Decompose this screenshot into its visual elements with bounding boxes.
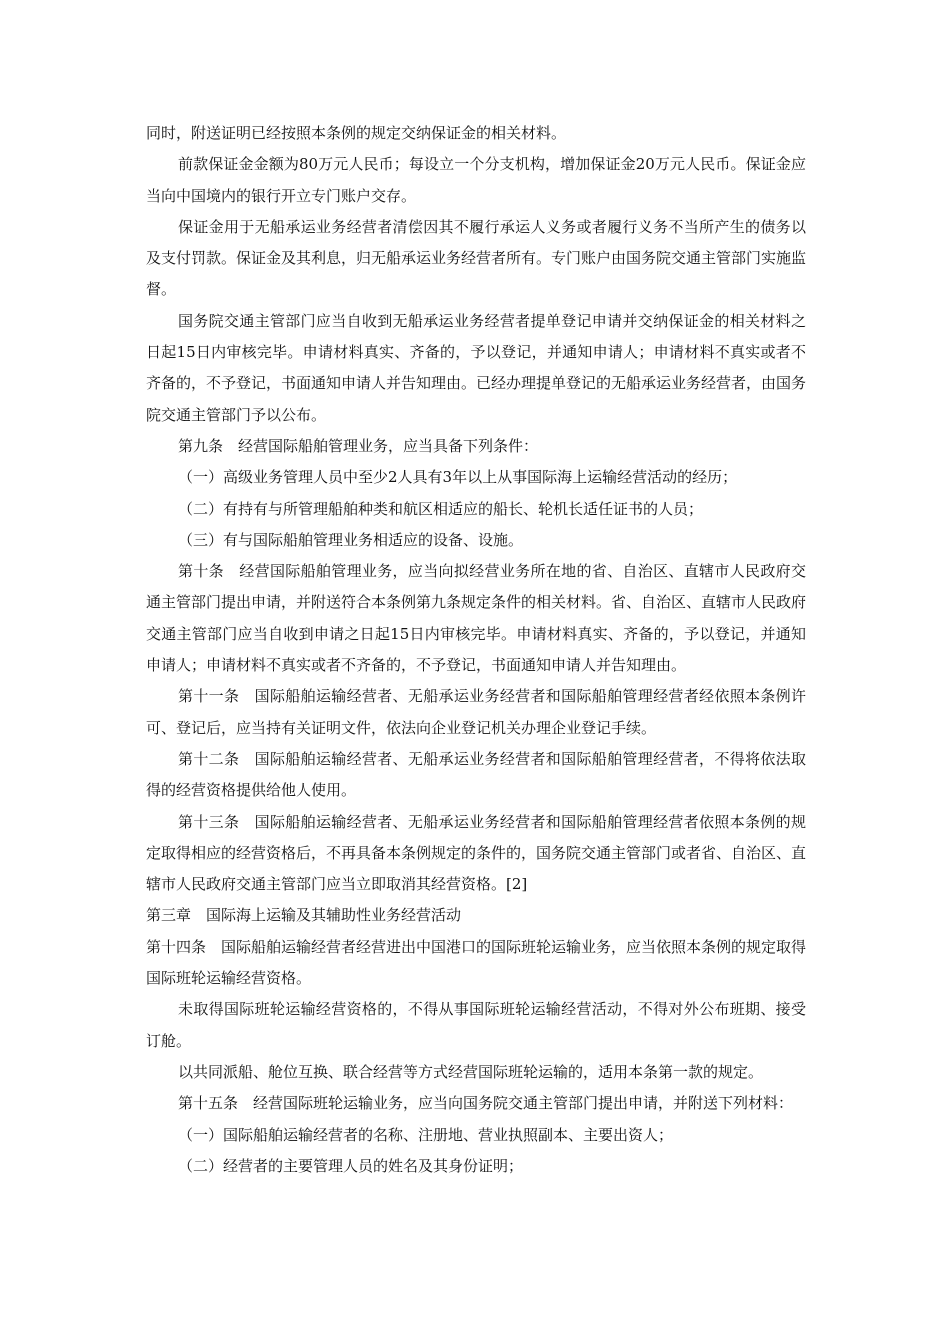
article-13: 第十三条 国际船舶运输经营者、无船承运业务经营者和国际船舶管理经营者依照本条例的规定取得相应的经营资格后，不再具备本条例规定的条件的，国务院交通主管部门或者省、自治区、直辖市人民政府交通主管部门应当立即取消其经营资格。[2] xyxy=(146,812,807,894)
paragraph: 同时，附送证明已经按照本条例的规定交纳保证金的相关材料。 xyxy=(146,124,567,142)
paragraph: 保证金用于无船承运业务经营者清偿因其不履行承运人义务或者履行义务不当所产生的债务以及支付罚款。保证金及其利息，归无船承运业务经营者所有。专门账户由国务院交通主管部门实施监督。 xyxy=(146,217,807,299)
article-15: 第十五条 经营国际班轮运输业务，应当向国务院交通主管部门提出申请，并附送下列材料： xyxy=(178,1094,794,1113)
chapter-heading: 第三章 国际海上运输及其辅助性业务经营活动 xyxy=(146,906,462,925)
article-heading-9: 第九条 经营国际船舶管理业务，应当具备下列条件： xyxy=(178,436,539,455)
article-10: 第十条 经营国际船舶管理业务，应当向拟经营业务所在地的省、自治区、直辖市人民政府交通主管部门提出申请，并附送符合本条例第九条规定条件的相关材料。省、自治区、直辖市人民政府交通主管部门应当自收到申请之日起15日内审核完毕。申请材料真实、齐备的，予以登记，并通知申请人；申请材料不真实或者不齐备的，不予登记，书面通知申请人并告知理由。 xyxy=(146,562,807,675)
list-item: （一）国际船舶运输经营者的名称、注册地、营业执照副本、主要出资人； xyxy=(178,1125,674,1144)
article-11: 第十一条 国际船舶运输经营者、无船承运业务经营者和国际船舶管理经营者经依照本条例许可、登记后，应当持有关证明文件，依法向企业登记机关办理企业登记手续。 xyxy=(146,687,806,737)
article-14: 第十四条 国际船舶运输经营者经营进出中国港口的国际班轮运输业务，应当依照本条例的规定取得国际班轮运输经营资格。 xyxy=(146,937,807,988)
paragraph: 未取得国际班轮运输经营资格的，不得从事国际班轮运输经营活动，不得对外公布班期、接受订舱。 xyxy=(146,1000,806,1050)
list-item: （二）经营者的主要管理人员的姓名及其身份证明； xyxy=(178,1156,524,1175)
list-item: （二）有持有与所管理船舶种类和航区相适应的船长、轮机长适任证书的人员； xyxy=(178,499,704,518)
paragraph: 前款保证金金额为80万元人民币；每设立一个分支机构，增加保证金20万元人民币。保证金应当向中国境内的银行开立专门账户交存。 xyxy=(146,155,806,205)
article-12: 第十二条 国际船舶运输经营者、无船承运业务经营者和国际船舶管理经营者，不得将依法取得的经营资格提供给他人使用。 xyxy=(146,749,806,800)
paragraph: 国务院交通主管部门应当自收到无船承运业务经营者提单登记申请并交纳保证金的相关材料之日起15日内审核完毕。申请材料真实、齐备的，予以登记，并通知申请人；申请材料不真实或者不齐备的，不予登记，书面通知申请人并告知理由。已经办理提单登记的无船承运业务经营者，由国务院交通主管部门予以公布。 xyxy=(146,311,807,424)
paragraph: 以共同派船、舱位互换、联合经营等方式经营国际班轮运输的，适用本条第一款的规定。 xyxy=(178,1062,764,1081)
list-item: （三）有与国际船舶管理业务相适应的设备、设施。 xyxy=(178,530,524,549)
list-item: （一）高级业务管理人员中至少2人具有3年以上从事国际海上运输经营活动的经历； xyxy=(178,468,738,487)
document-body xyxy=(146,118,806,1182)
